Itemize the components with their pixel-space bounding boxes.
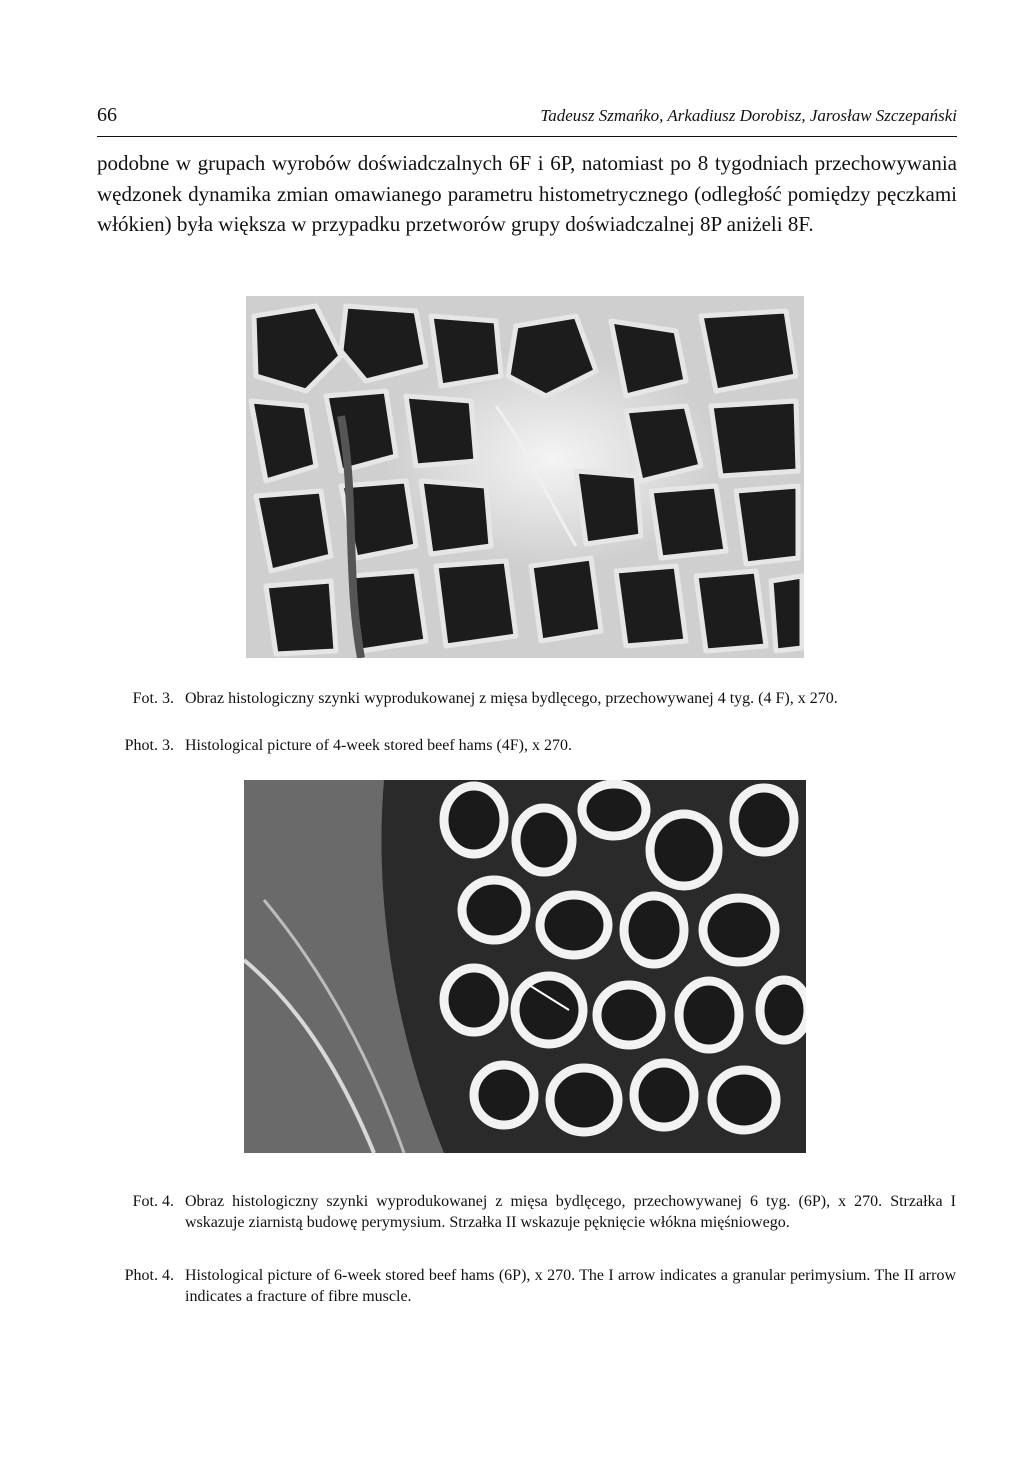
- running-head-authors: Tadeusz Szmańko, Arkadiusz Dorobisz, Jarosław Szczepański: [540, 106, 957, 125]
- figure-3-label-english: Phot. 3.: [124, 737, 174, 754]
- figure-4-caption-text-polish: Obraz histologiczny szynki wyprodukowanej z mięsa bydlęcego, przechowywanej 6 tyg. (6P), x 270. Strzałka I wskazuje ziarnistą budowę perymysium. Strzałka II wskazuje pęknięcie włókna mięśniowego.: [185, 1193, 956, 1231]
- figure-4-label-english: Phot. 4.: [124, 1267, 174, 1284]
- figure-4-label-polish: Fot. 4.: [132, 1193, 174, 1210]
- figure-4-caption-text-english: Histological picture of 6-week stored beef hams (6P), x 270. The I arrow indicates a granular perimysium. The II arrow indicates a fracture of fibre muscle.: [185, 1267, 956, 1305]
- figure-4-caption-english: [94, 1265, 956, 1311]
- figure-3-caption-polish: [94, 688, 956, 732]
- body-paragraph: podobne w grupach wyrobów doświadczalnych 6F i 6P, natomiast po 8 tygodniach przechowywania wędzonek dynamika zmian omawianego parametru histometrycznego (odległość pomiędzy pęczkami włókien) była większa w przypadku przetworów grupy doświadczalnej 8P aniżeli 8F.: [97, 151, 957, 236]
- figure-3-caption-text-english: Histological picture of 4-week stored beef hams (4F), x 270.: [185, 737, 573, 754]
- figure-3-label-polish: Fot. 3.: [132, 690, 174, 707]
- figure-4-micrograph: [244, 780, 806, 1153]
- figure-4-caption-polish: [94, 1191, 956, 1259]
- page-header: [97, 102, 957, 137]
- figure-3-caption-text-polish: Obraz histologiczny szynki wyprodukowanej z mięsa bydlęcego, przechowywanej 4 tyg. (4 F), x 270.: [185, 690, 838, 707]
- figure-3-micrograph: [246, 296, 804, 658]
- figure-3-caption-english: [94, 735, 956, 757]
- page-number: 66: [97, 104, 117, 126]
